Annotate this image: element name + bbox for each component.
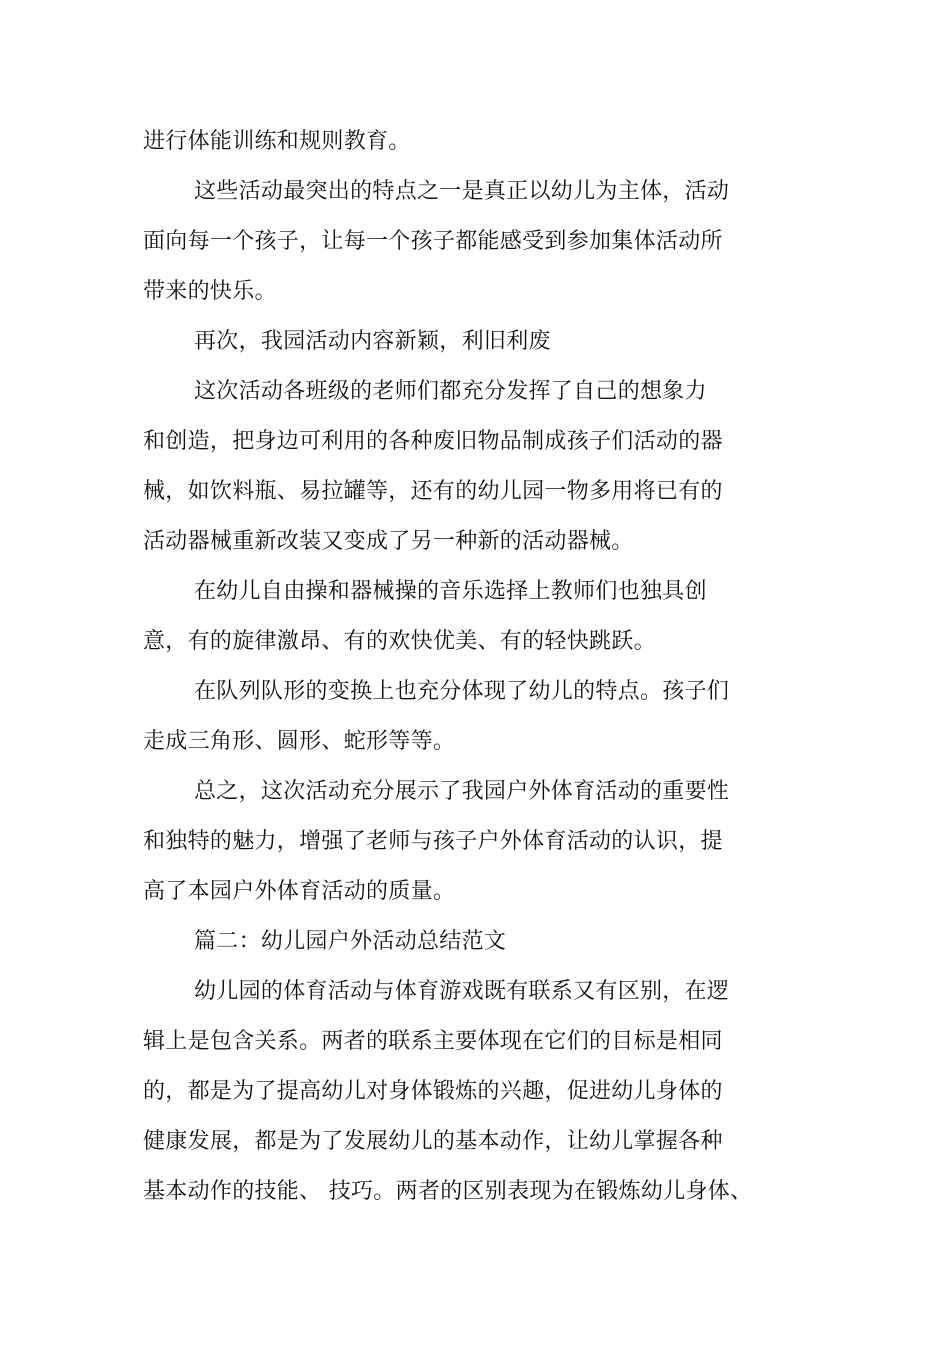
section-heading: 篇二：幼儿园户外活动总结范文 xyxy=(194,929,507,954)
text-line: 的，都是为了提高幼儿对身体锻炼的兴趣，促进幼儿身体的 xyxy=(143,1079,723,1104)
paragraph-first-line: 这次活动各班级的老师们都充分发挥了自己的想象力 xyxy=(194,379,707,404)
text-line: 基本动作的技能、 技巧。两者的区别表现为在锻炼幼儿身体、 xyxy=(143,1179,753,1204)
text-line: 进行体能训练和规则教育。 xyxy=(143,129,411,154)
text-line: 械，如饮料瓶、易拉罐等，还有的幼儿园一物多用将已有的 xyxy=(143,479,723,504)
text-line: 活动器械重新改装又变成了另一种新的活动器械。 xyxy=(143,529,634,554)
paragraph-first-line: 这些活动最突出的特点之一是真正以幼儿为主体，活动 xyxy=(194,179,730,204)
text-line: 和独特的魅力，增强了老师与孩子户外体育活动的认识，提 xyxy=(143,829,723,854)
text-line: 带来的快乐。 xyxy=(143,279,277,304)
text-line: 高了本园户外体育活动的质量。 xyxy=(143,879,456,904)
paragraph-first-line: 在幼儿自由操和器械操的音乐选择上教师们也独具创 xyxy=(194,579,707,604)
text-line: 意，有的旋律激昂、有的欢快优美、有的轻快跳跃。 xyxy=(143,629,656,654)
text-line: 健康发展，都是为了发展幼儿的基本动作，让幼儿掌握各种 xyxy=(143,1129,723,1154)
paragraph-first-line: 总之，这次活动充分展示了我园户外体育活动的重要性 xyxy=(194,779,730,804)
text-line: 走成三角形、圆形、蛇形等等。 xyxy=(143,729,456,754)
paragraph-first-line: 在队列队形的变换上也充分体现了幼儿的特点。孩子们 xyxy=(194,679,730,704)
text-line: 面向每一个孩子，让每一个孩子都能感受到参加集体活动所 xyxy=(143,229,723,254)
text-line: 辑上是包含关系。两者的联系主要体现在它们的目标是相同 xyxy=(143,1029,723,1054)
text-line: 和创造，把身边可利用的各种废旧物品制成孩子们活动的器 xyxy=(143,429,723,454)
paragraph-first-line: 幼儿园的体育活动与体育游戏既有联系又有区别，在逻 xyxy=(194,979,730,1004)
paragraph-first-line: 再次，我园活动内容新颖，利旧利废 xyxy=(194,329,551,354)
